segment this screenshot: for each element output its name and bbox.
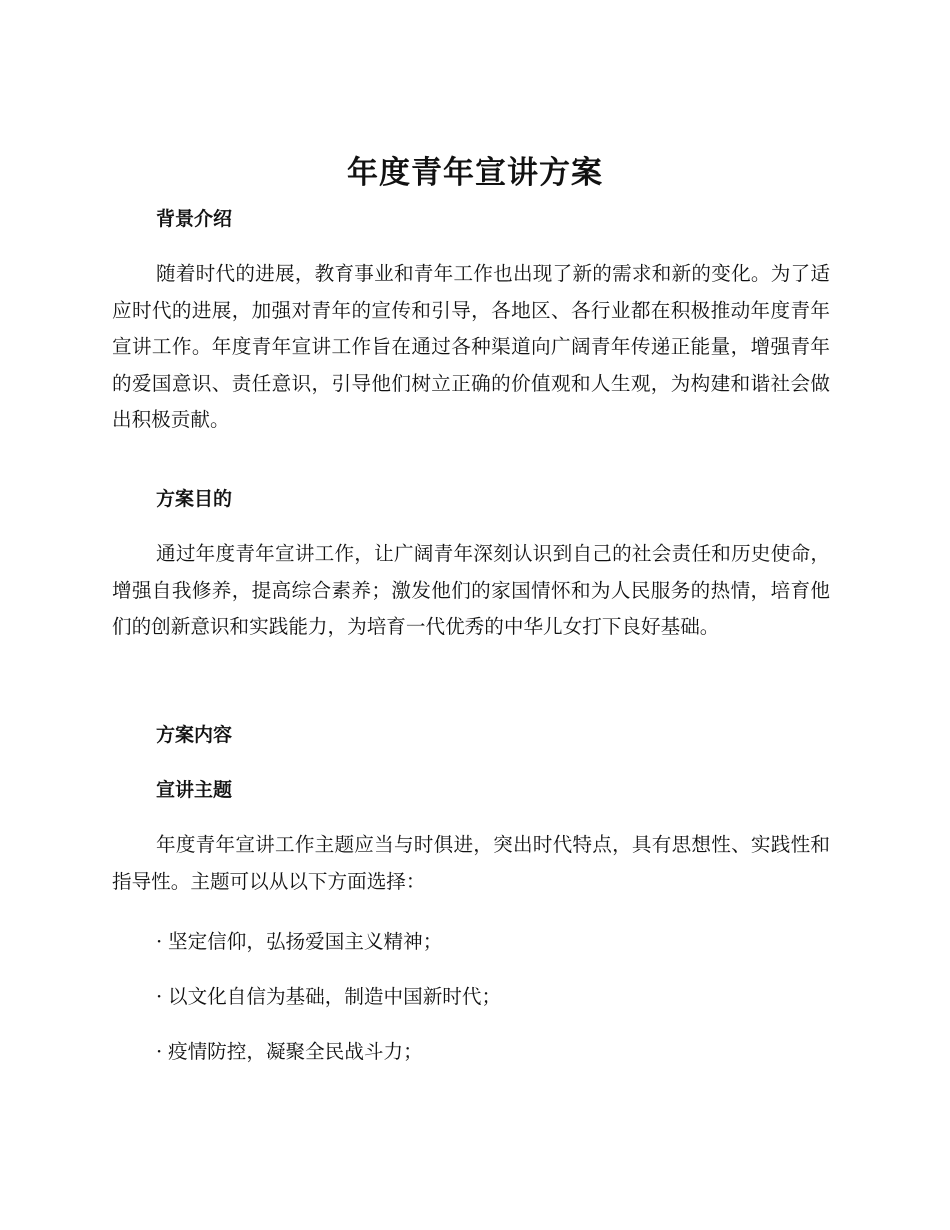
bullet-icon: · <box>156 930 163 953</box>
section-heading-theme: 宣讲主题 <box>156 779 233 801</box>
bullet-list-item <box>156 982 501 1012</box>
document-title: 年度青年宣讲方案 <box>347 155 603 191</box>
bullet-list-item <box>156 1037 423 1067</box>
paragraph-background: 随着时代的进展，教育事业和青年工作也出现了新的需求和新的变化。为了适应时代的进展，加强对青年的宣传和引导，各地区、各行业都在积极推动年度青年宣讲工作。年度青年宣讲工作旨在通过各种渠道向广阔青年传递正能量，增强青年的爱国意识、责任意识，引导他们树立正确的价值观和人生观，为构建和谐社会做出积极贡献。 <box>112 262 830 431</box>
section-heading-purpose: 方案目的 <box>156 488 233 510</box>
paragraph-theme: 年度青年宣讲工作主题应当与时俱进，突出时代特点，具有思想性、实践性和指导性。主题可以从以下方面选择： <box>112 833 830 893</box>
bullet-icon: · <box>156 1040 163 1063</box>
bullet-list-item <box>156 927 442 957</box>
bullet-text: 疫情防控，凝聚全民战斗力； <box>168 1040 423 1063</box>
bullet-icon: · <box>156 985 163 1008</box>
section-heading-content: 方案内容 <box>156 724 233 746</box>
bullet-text: 坚定信仰，弘扬爱国主义精神； <box>168 930 443 953</box>
section-heading-background: 背景介绍 <box>156 208 233 230</box>
bullet-text: 以文化自信为基础，制造中国新时代； <box>168 985 502 1008</box>
paragraph-purpose: 通过年度青年宣讲工作，让广阔青年深刻认识到自己的社会责任和历史使命，增强自我修养，提高综合素养；激发他们的家国情怀和为人民服务的热情，培育他们的创新意识和实践能力，为培育一代优秀的中华儿女打下良好基础。 <box>112 542 830 638</box>
